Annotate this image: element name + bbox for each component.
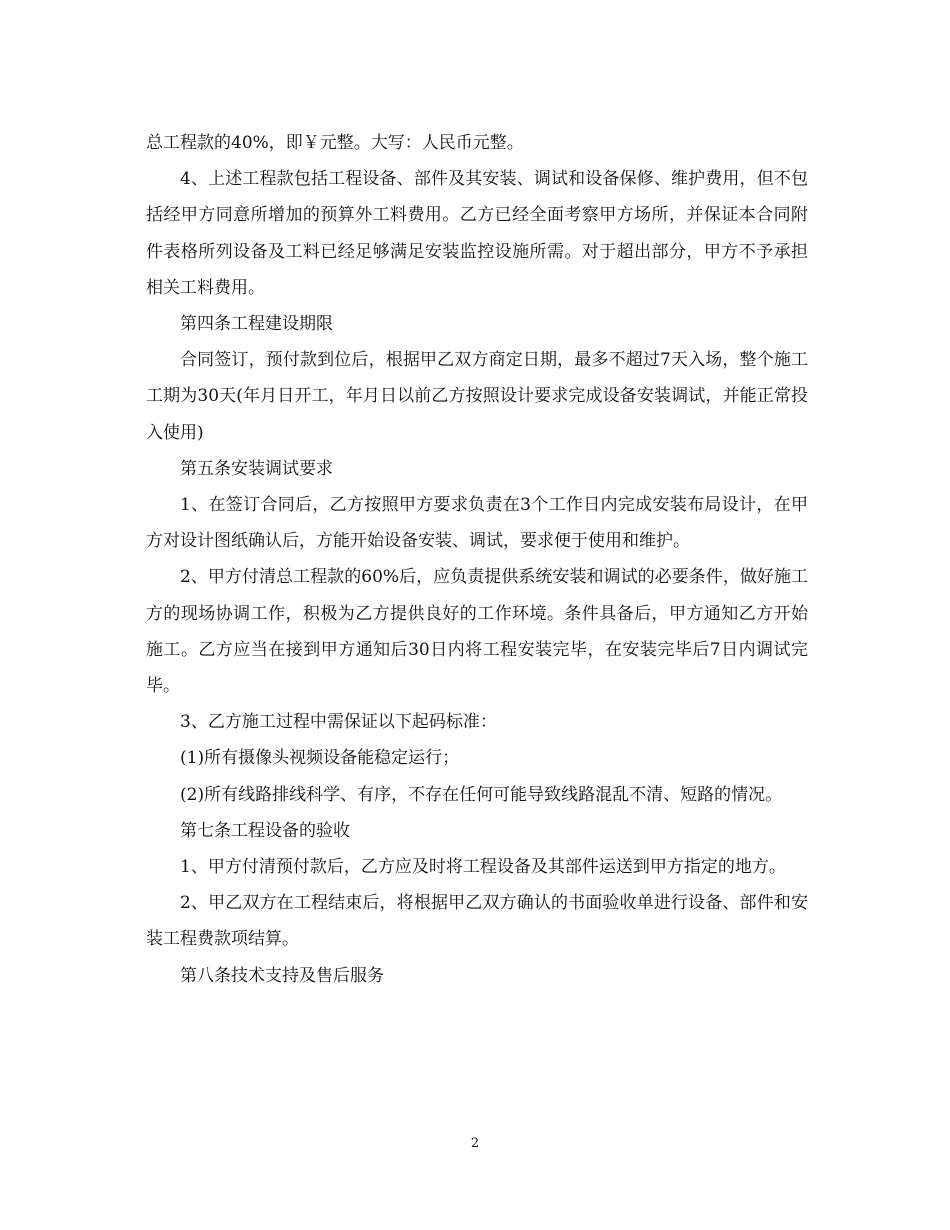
heading-article-7: 第七条工程设备的验收	[180, 820, 350, 841]
paragraph-clause-5-2: 2、甲方付清总工程款的60%后，应负责提供系统安装和调试的必要条件，做好施工方的现场协调工作，积极为乙方提供良好的工作环境。条件具备后，甲方通知乙方开始施工。乙方应当在接到甲方通知后30日内将工程安装完毕，在安装完毕后7日内调试完毕。	[146, 567, 808, 697]
paragraph-standard-1: (1)所有摄像头视频设备能稳定运行；	[180, 748, 460, 769]
heading-article-8: 第八条技术支持及售后服务	[180, 965, 384, 986]
paragraph-clause-5-3: 3、乙方施工过程中需保证以下起码标准：	[180, 712, 497, 733]
document-body	[146, 125, 808, 994]
paragraph-construction-period: 合同签订，预付款到位后，根据甲乙双方商定日期，最多不超过7天入场，整个施工工期为30天(年月日开工，年月日以前乙方按照设计要求完成设备安装调试，并能正常投入使用)	[146, 350, 808, 443]
paragraph-clause-3-4: 4、上述工程款包括工程设备、部件及其安装、调试和设备保修、维护费用，但不包括经甲方同意所增加的预算外工料费用。乙方已经全面考察甲方场所，并保证本合同附件表格所列设备及工料已经足够满足安装监控设施所需。对于超出部分，甲方不予承担相关工料费用。	[146, 169, 808, 298]
paragraph-clause-5-1: 1、在签订合同后，乙方按照甲方要求负责在3个工作日内完成安装布局设计，在甲方对设计图纸确认后，方能开始设备安装、调试，要求便于使用和维护。	[146, 495, 808, 552]
paragraph-clause-7-1: 1、甲方付清预付款后，乙方应及时将工程设备及其部件运送到甲方指定的地方。	[180, 857, 786, 878]
paragraph-clause-7-2: 2、甲乙双方在工程结束后，将根据甲乙双方确认的书面验收单进行设备、部件和安装工程费款项结算。	[146, 893, 808, 950]
paragraph-standard-2: (2)所有线路排线科学、有序，不存在任何可能导致线路混乱不清、短路的情况。	[180, 784, 783, 805]
page-number: 2	[470, 1136, 480, 1151]
heading-article-4: 第四条工程建设期限	[180, 314, 333, 335]
paragraph-payment-amount: 总工程款的40%，即￥元整。大写：人民币元整。	[146, 133, 524, 153]
heading-article-5: 第五条安装调试要求	[180, 458, 333, 479]
